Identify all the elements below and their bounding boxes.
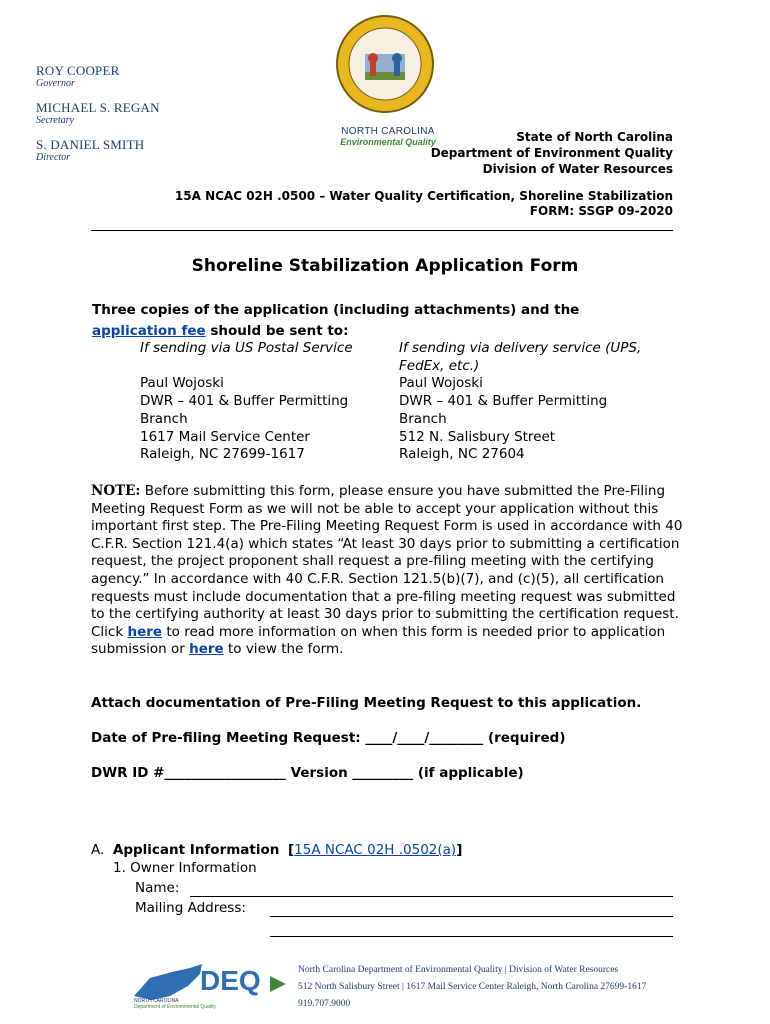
logo-dept: Environmental Quality (340, 137, 436, 147)
address-line: 1617 Mail Service Center (140, 428, 310, 445)
postal-address (140, 340, 380, 464)
delivery-heading: If sending via delivery service (UPS, (399, 340, 642, 356)
intro-text (92, 300, 672, 342)
section-a-heading (91, 840, 462, 860)
address-line: Branch (140, 410, 188, 427)
note-text: Before submitting this form, please ensure you have submitted the Pre-Filing Meeting Request Form as we will not be able to accept your application without this important first step. The Pre-Filing Meeting Request Form is used in accordance with 40 C.F.R. Section 121.4(a) which states “At least 30 days prior to submitting a certification request, the project proponent shall request a pre-filing meeting with the certifying agency.” In accordance with 40 C.F.R. Section 121.5(b)(7), and (c)(5), all certification requests must include documentation that a pre-filing meeting request was submitted to the certifying authority at least 30 days prior to submitting the certification request. Click (91, 483, 683, 640)
note-paragraph (91, 483, 683, 659)
rule-link[interactable]: 15A NCAC 02H .0502(a) (294, 842, 457, 858)
address-line: Paul Wojoski (140, 375, 224, 392)
official-name: S. DANIEL SMITH (36, 137, 145, 152)
official-title: Director (36, 152, 71, 163)
footer-line: North Carolina Department of Environmental Quality | Division of Water Resources (298, 965, 619, 975)
officials-block (36, 64, 160, 175)
agency-line: Department of Environment Quality (430, 146, 673, 160)
agency-header (431, 129, 673, 177)
note-text: to view the form. (223, 641, 344, 658)
rule-reference: 15A NCAC 02H .0500 – Water Quality Certification, Shoreline Stabilization (174, 189, 673, 203)
name-input-line[interactable] (190, 896, 673, 897)
delivery-address (399, 340, 684, 464)
attach-instruction: Attach documentation of Pre-Filing Meeting Request to this application. (91, 695, 642, 711)
application-fee-link[interactable]: application fee (92, 323, 206, 339)
dwr-id-field[interactable]: DWR ID #__________________ Version _________ (if applicable) (91, 765, 524, 781)
state-seal-icon (335, 10, 435, 122)
postal-heading: If sending via US Postal Service (140, 340, 353, 356)
official-title: Governor (36, 78, 75, 89)
ncdeq-logo (333, 126, 443, 147)
official-name: MICHAEL S. REGAN (36, 100, 160, 115)
address-line: Branch (399, 410, 447, 427)
owner-info-heading: 1. Owner Information (113, 860, 257, 876)
footer-line: 512 North Salisbury Street | 1617 Mail Service Center Raleigh, North Carolina 27699-1617 (298, 982, 647, 992)
note-text: to read more information on when this form is needed prior to application submission or (91, 623, 666, 658)
delivery-heading: FedEx, etc.) (399, 357, 480, 374)
official-name: ROY COOPER (36, 63, 120, 78)
footer-line: 919.707.9000 (298, 999, 351, 1009)
here-link-form[interactable]: here (189, 641, 224, 658)
intro-post: should be sent to: (205, 323, 349, 339)
address-line: 512 N. Salisbury Street (399, 428, 556, 445)
deq-logo-sub: Department of Environmental Quality (134, 1004, 216, 1010)
deq-footer-logo (130, 956, 290, 1012)
address-line: Paul Wojoski (399, 375, 483, 392)
mailing-address-label: Mailing Address: (135, 900, 246, 916)
mailing-address-input-line-2[interactable] (270, 936, 673, 937)
address-line: Raleigh, NC 27604 (399, 446, 525, 463)
here-link-info[interactable]: here (127, 623, 163, 640)
ref-close: ] (456, 842, 463, 858)
deq-logo-sub: NORTH CAROLINA (134, 998, 179, 1004)
agency-line: Division of Water Resources (482, 162, 673, 176)
address-line: DWR – 401 & Buffer Permitting (399, 393, 608, 410)
logo-state: NORTH CAROLINA (341, 126, 435, 137)
header-divider (91, 230, 673, 231)
section-letter: A. (91, 842, 105, 858)
ref-open: [ (287, 842, 295, 858)
footer-address (298, 962, 646, 1013)
note-label: NOTE: (91, 483, 141, 499)
form-number: FORM: SSGP 09-2020 (529, 204, 673, 218)
official-title: Secretary (36, 115, 74, 126)
intro-pre: Three copies of the application (including attachments) and the (92, 302, 580, 318)
deq-logo-text: DEQ (200, 965, 261, 996)
address-line: Raleigh, NC 27699-1617 (140, 446, 305, 463)
name-label: Name: (135, 880, 180, 896)
section-title: Applicant Information (112, 842, 280, 858)
page-title: Shoreline Stabilization Application Form (191, 256, 579, 276)
agency-line: State of North Carolina (516, 130, 673, 144)
mailing-address-input-line[interactable] (270, 916, 673, 917)
form-identifier (175, 189, 673, 219)
address-line: DWR – 401 & Buffer Permitting (140, 393, 349, 410)
pre-filing-date-field[interactable]: Date of Pre-filing Meeting Request: ____/____/________ (required) (91, 730, 566, 746)
